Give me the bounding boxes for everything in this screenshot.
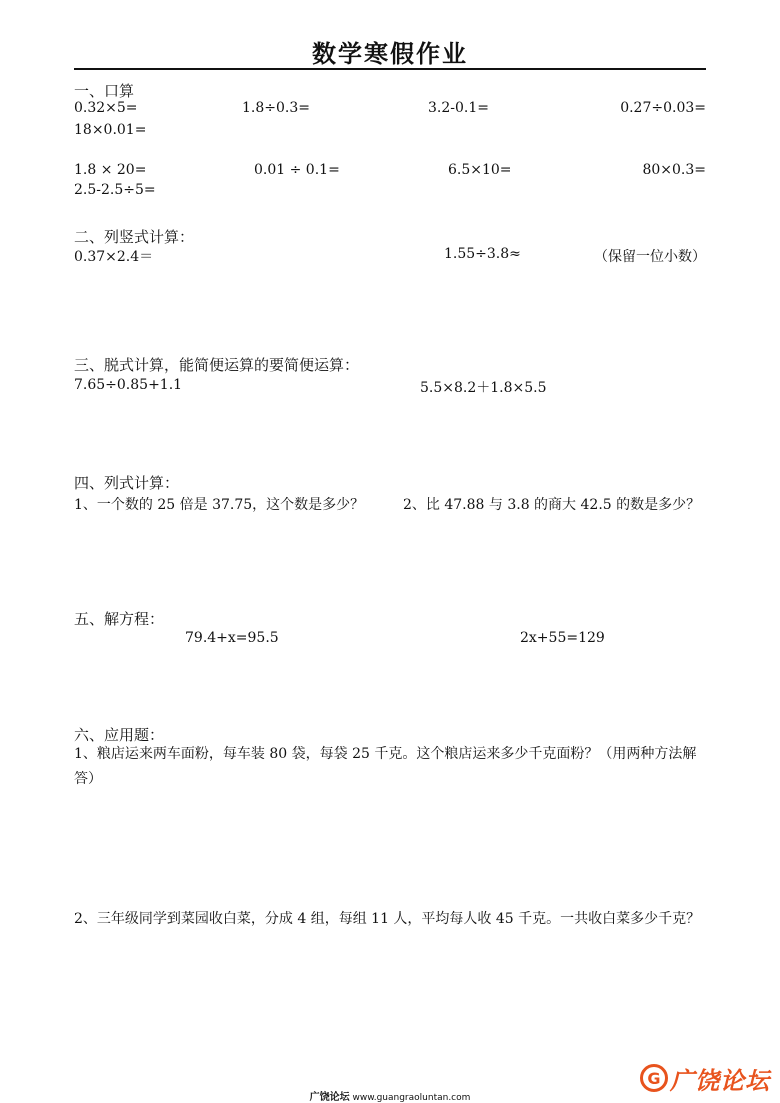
s6-question-1: 1、粮店运来两车面粉，每车装 80 袋，每袋 25 千克。这个粮店运来多少千克面粉？（用两种方法解答） — [74, 746, 697, 787]
section-3-heading: 三、脱式计算，能简便运算的要简便运算： — [74, 356, 360, 374]
logo-badge-icon: G — [640, 1064, 668, 1092]
s1-item-8: 6.5×10= — [448, 162, 512, 178]
s6-question-2: 2、三年级同学到菜园收白菜，分成 4 组，每组 11 人，平均每人收 45 千克。一共收白菜多少千克？ — [74, 911, 701, 927]
section-6-heading: 六、应用题： — [74, 726, 165, 744]
section-5-heading: 五、解方程： — [74, 610, 165, 628]
s1-item-1: 0.32×5= — [74, 100, 138, 116]
s1-item-2: 1.8÷0.3= — [242, 100, 310, 116]
s3-item-2: 5.5×8.2＋1.8×5.5 — [420, 380, 547, 396]
s1-item-10: 2.5-2.5÷5= — [74, 182, 156, 198]
s1-item-7: 0.01 ÷ 0.1= — [254, 162, 340, 178]
title-underline — [74, 68, 706, 70]
footer-url: www.guangraoluntan.com — [352, 1093, 471, 1103]
section-2-heading: 二、列竖式计算： — [74, 228, 195, 246]
s3-item-1: 7.65÷0.85+1.1 — [74, 377, 183, 393]
s1-item-5: 18×0.01= — [74, 122, 147, 138]
logo-text: 广饶论坛 — [670, 1066, 770, 1095]
s5-item-1: 79.4+x=95.5 — [185, 630, 279, 646]
s1-item-9: 80×0.3= — [642, 162, 706, 178]
site-logo — [640, 1058, 780, 1098]
s2-note: （保留一位小数） — [594, 249, 706, 265]
footer-site-name: 广饶论坛 — [309, 1092, 350, 1103]
s4-item-2: 2、比 47.88 与 3.8 的商大 42.5 的数是多少？ — [403, 497, 701, 513]
s2-item-2: 1.55÷3.8≈ — [444, 246, 521, 262]
s1-item-3: 3.2-0.1= — [428, 100, 489, 116]
s4-item-1: 1、一个数的 25 倍是 37.75，这个数是多少？ — [74, 497, 365, 513]
s1-item-6: 1.8 × 20= — [74, 162, 147, 178]
s5-item-2: 2x+55=129 — [520, 630, 605, 646]
page-title: 数学寒假作业 — [312, 40, 468, 68]
s1-item-4: 0.27÷0.03= — [620, 100, 706, 116]
s2-item-1: 0.37×2.4＝ — [74, 249, 154, 265]
section-1-heading: 一、口算 — [74, 82, 135, 100]
section-4-heading: 四、列式计算： — [74, 474, 180, 492]
